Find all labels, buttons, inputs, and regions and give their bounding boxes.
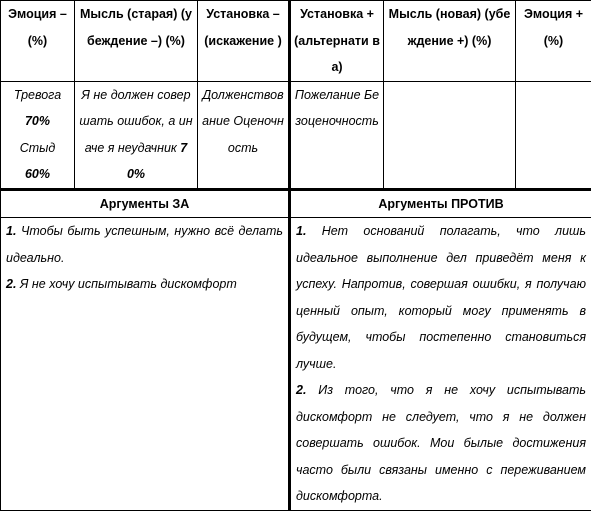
emotion-name: Тревога bbox=[3, 82, 72, 109]
args-for-item: 1. Чтобы быть успешным, нужно всё делать идеально. bbox=[6, 218, 283, 271]
args-against-list bbox=[290, 218, 591, 511]
header-emotion-negative: Эмоция – (%) bbox=[1, 1, 75, 82]
args-for-title: Аргументы ЗА bbox=[1, 189, 290, 218]
old-thought-text: Я не должен совершать ошибок, а иначе я неудачник bbox=[79, 88, 192, 155]
entry-row bbox=[1, 81, 591, 189]
header-row bbox=[1, 1, 591, 82]
cell-new-thought[interactable] bbox=[384, 81, 516, 189]
cell-emotions-negative bbox=[1, 81, 75, 189]
cell-distortion: Долженствование Оценочность bbox=[198, 81, 290, 189]
cell-old-thought bbox=[75, 81, 198, 189]
cell-alternative: Пожелание Безоценочность bbox=[290, 81, 384, 189]
emotion-percent: 70% bbox=[25, 114, 50, 128]
header-emotion-positive: Эмоция + (%) bbox=[516, 1, 591, 82]
args-against-item: 1. Нет оснований полагать, что лишь идеальное выполнение дел приведёт меня к успеху. Напротив, совершая ошибки, я получаю ценный опыт, который могу применять в будущем, чтобы постепенно становиться лучше. bbox=[296, 218, 586, 377]
cell-emotion-positive[interactable] bbox=[516, 81, 591, 189]
args-for-list bbox=[1, 218, 290, 511]
old-thought-percent: 70% bbox=[127, 141, 187, 182]
args-for-item: 2. Я не хочу испытывать дискомфорт bbox=[6, 271, 283, 298]
arguments-header-row bbox=[1, 189, 591, 218]
header-distortion: Установка – (искажение ) bbox=[198, 1, 290, 82]
emotion-percent: 60% bbox=[25, 167, 50, 181]
arguments-body-row bbox=[1, 218, 591, 511]
emotion-name: Стыд bbox=[3, 135, 72, 162]
header-new-thought: Мысль (новая) (убеждение +) (%) bbox=[384, 1, 516, 82]
args-against-item: 2. Из того, что я не хочу испытывать дискомфорт не следует, что я не должен совершать ошибок. Мои былые достижения часто были связаны именно с переживанием дискомфорта. bbox=[296, 377, 586, 510]
header-old-thought: Мысль (старая) (убеждение –) (%) bbox=[75, 1, 198, 82]
args-against-title: Аргументы ПРОТИВ bbox=[290, 189, 591, 218]
header-alternative: Установка + (альтернати ва) bbox=[290, 1, 384, 82]
